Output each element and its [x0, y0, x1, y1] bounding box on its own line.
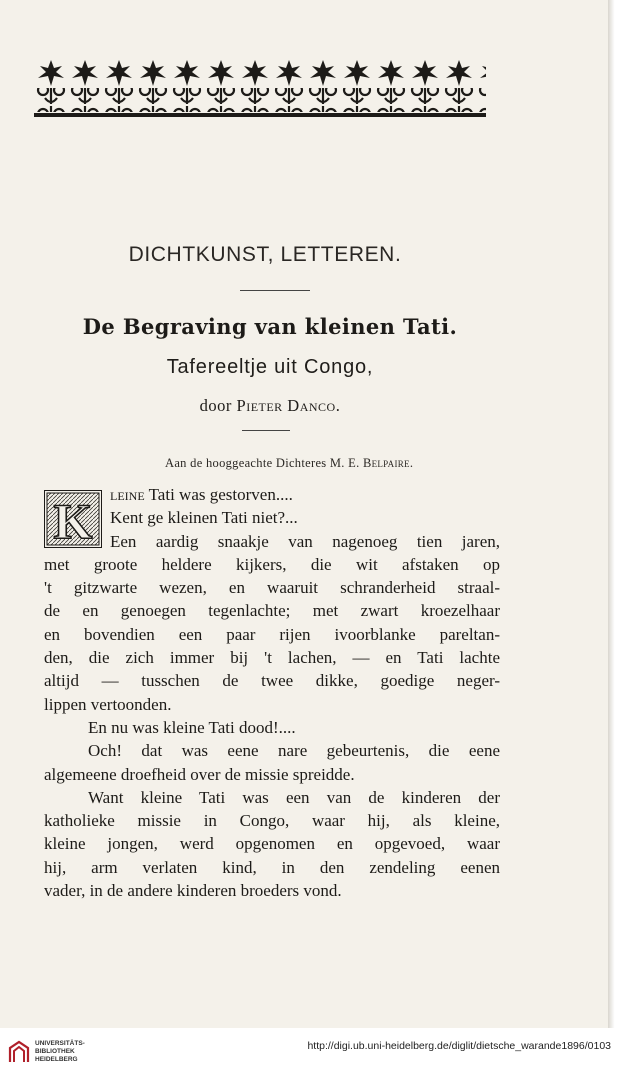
body-line: lippen vertoonden. [44, 694, 172, 714]
body-line: En nu was kleine Tati dood!.... [88, 717, 296, 737]
library-line: UNIVERSITÄTS- [35, 1040, 85, 1047]
author-divider [242, 430, 290, 431]
body-line: altijd — tusschen de twee dikke, goedige neger- [44, 671, 500, 691]
footer-bar [0, 1028, 619, 1076]
body-line: Kent ge kleinen Tati niet?... [110, 508, 298, 528]
body-line: met groote heldere kijkers, die wit afstaken op [44, 554, 500, 574]
drop-cap-letter: K [53, 493, 93, 548]
dedication-text: Aan de hooggeachte Dichteres M. E. [165, 456, 363, 470]
title-divider [240, 290, 310, 291]
author-line [0, 396, 540, 416]
body-line: algemeene droefheid over de missie spreidde. [44, 764, 355, 784]
library-name [35, 1040, 85, 1064]
first-word: leine [110, 485, 145, 504]
body-line: kleine jongen, werd opgenomen en opgevoed, waar [44, 834, 500, 854]
body-line: 't gitzwarte wezen, en waaruit schranderheid straal- [44, 578, 500, 598]
university-logo-icon [8, 1040, 30, 1064]
body-line: den, die zich immer bij 't lachen, — en Tati lachte [44, 648, 500, 668]
decorative-ornament-band [34, 58, 486, 120]
author-name: Pieter Danco. [236, 396, 341, 415]
author-prefix: door [199, 396, 237, 415]
article-title: De Begraving van kleinen Tati. [82, 314, 458, 339]
dedication-name: Belpaire. [362, 456, 414, 470]
body-line: hij, arm verlaten kind, in den zendeling eenen [44, 857, 500, 877]
article-body [44, 483, 500, 902]
body-line [44, 483, 500, 506]
library-line: BIBLIOTHEK [35, 1048, 75, 1055]
section-title: DICHTKUNST, LETTEREN. [128, 243, 402, 266]
source-url-link[interactable]: http://digi.ub.uni-heidelberg.de/diglit/dietsche_warande1896/0103 [307, 1040, 611, 1052]
dedication [165, 456, 495, 471]
article-subtitle: Tafereeltje uit Congo, [166, 356, 374, 378]
body-line: vader, in de andere kinderen broeders vond. [44, 881, 342, 901]
library-line: HEIDELBERG [35, 1056, 78, 1063]
body-line: de en genoegen tegenlachte; met zwart kroezelhaar [44, 601, 500, 621]
body-line: Och! dat was eene nare gebeurtenis, die eene [88, 741, 500, 761]
body-line: Een aardig snaakje van nagenoeg tien jaren, [110, 531, 500, 551]
body-line: en bovendien een paar rijen ivoorblanke pareltan- [44, 624, 500, 644]
page-edge [608, 0, 619, 1028]
body-line: katholieke missie in Congo, waar hij, als kleine, [44, 811, 500, 831]
body-line: Want kleine Tati was een van de kinderen der [88, 787, 500, 807]
body-line-text: Tati was gestorven.... [144, 485, 293, 504]
